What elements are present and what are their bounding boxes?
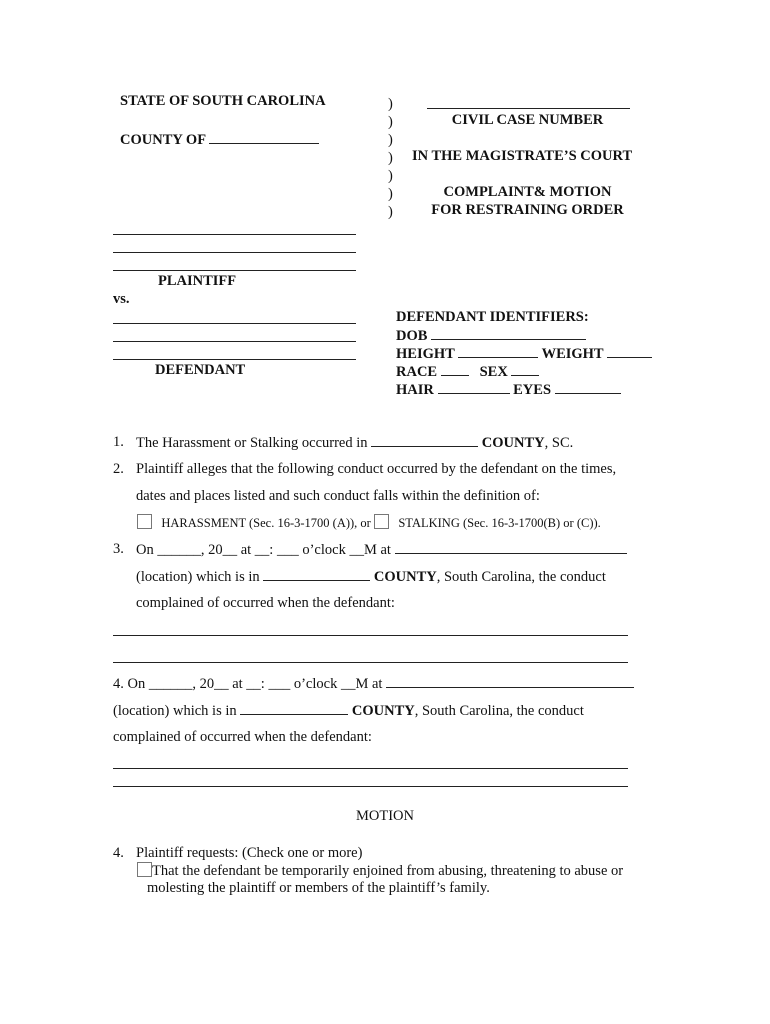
state-heading: STATE OF SOUTH CAROLINA [120,93,326,109]
defendant-name-line-1[interactable] [113,323,356,324]
plaintiff-name-line-2[interactable] [113,252,356,253]
item-3-location-field[interactable] [395,541,627,554]
item-4-conduct-line-1[interactable] [113,768,628,769]
item-1-number: 1. [113,434,124,450]
height-weight-row: HEIGHT WEIGHT [396,345,652,363]
item-3-complained: complained of occurred when the defendant: [136,595,395,611]
stalking-label: STALKING (Sec. 16-3-1700(B) or (C)). [398,516,601,530]
hair-field[interactable] [438,381,510,394]
dob-field[interactable] [431,327,586,340]
identifiers-heading: DEFENDANT IDENTIFIERS: [396,309,589,325]
weight-field[interactable] [607,345,652,358]
harassment-label: HARASSMENT (Sec. 16-3-1700 (A)), or [161,516,371,530]
enjoin-abuse-checkbox[interactable] [137,862,152,877]
item-1: The Harassment or Stalking occurred in COUNTY, SC. [136,435,574,451]
defendant-name-line-2[interactable] [113,341,356,342]
height-field[interactable] [458,345,538,358]
motion-item-number: 4. [113,845,124,861]
item-4-complained: complained of occurred when the defendant: [113,729,372,745]
dob-row: DOB [396,327,586,345]
court-name: IN THE MAGISTRATE’S COURT [412,148,633,164]
sex-field[interactable] [511,363,539,376]
conduct-definition-options [137,514,601,531]
item-3-location: (location) which is in COUNTY, South Carolina, the conduct [136,569,606,585]
document-title-line1: COMPLAINT& MOTION [443,184,612,200]
plaintiff-label: PLAINTIFF [158,273,237,289]
caption-parens: ) ) ) ) ) ) ) [388,96,393,220]
item-4-location-field[interactable] [386,675,634,688]
item-3-county-field[interactable] [263,568,370,581]
race-field[interactable] [441,363,469,376]
motion-heading: MOTION [356,808,414,824]
item-4-date-time: 4. On ______, 20__ at __: ___ o’clock __M at [113,675,634,693]
item-2-number: 2. [113,461,124,477]
case-number-label: CIVIL CASE NUMBER [451,112,604,128]
harassment-checkbox[interactable] [137,514,152,529]
county-label: COUNTY OF [120,131,319,149]
item-2-line-2: dates and places listed and such conduct falls within the definition of: [136,488,540,504]
motion-option-1: That the defendant be temporarily enjoined from abusing, threatening to abuse or [137,862,623,880]
item-4-location: (location) which is in COUNTY, South Carolina, the conduct [113,703,584,719]
item-2-line-1: Plaintiff alleges that the following conduct occurred by the defendant on the times, [136,461,617,477]
eyes-field[interactable] [555,381,621,394]
versus-label: vs. [113,291,130,307]
race-sex-row: RACE SEX [396,363,539,381]
item-3-number: 3. [113,541,124,557]
item-3-date-time: On ______, 20__ at __: ___ o’clock __M at [136,541,627,559]
county-field[interactable] [209,131,319,144]
motion-option-1-continued: molesting the plaintiff or members of the plaintiff’s family. [147,880,490,896]
plaintiff-name-line-3[interactable] [113,270,356,271]
defendant-label: DEFENDANT [155,362,246,378]
motion-requests: Plaintiff requests: (Check one or more) [136,845,363,861]
item-3-conduct-line-2[interactable] [113,662,628,663]
stalking-checkbox[interactable] [374,514,389,529]
defendant-name-line-3[interactable] [113,359,356,360]
case-number-field[interactable] [427,108,630,109]
item-3-conduct-line-1[interactable] [113,635,628,636]
hair-eyes-row: HAIR EYES [396,381,621,399]
item-4-county-field[interactable] [240,702,348,715]
plaintiff-name-line-1[interactable] [113,234,356,235]
item-1-county-field[interactable] [371,434,478,447]
item-4-conduct-line-2[interactable] [113,786,628,787]
document-title-line2: FOR RESTRAINING ORDER [431,202,624,218]
